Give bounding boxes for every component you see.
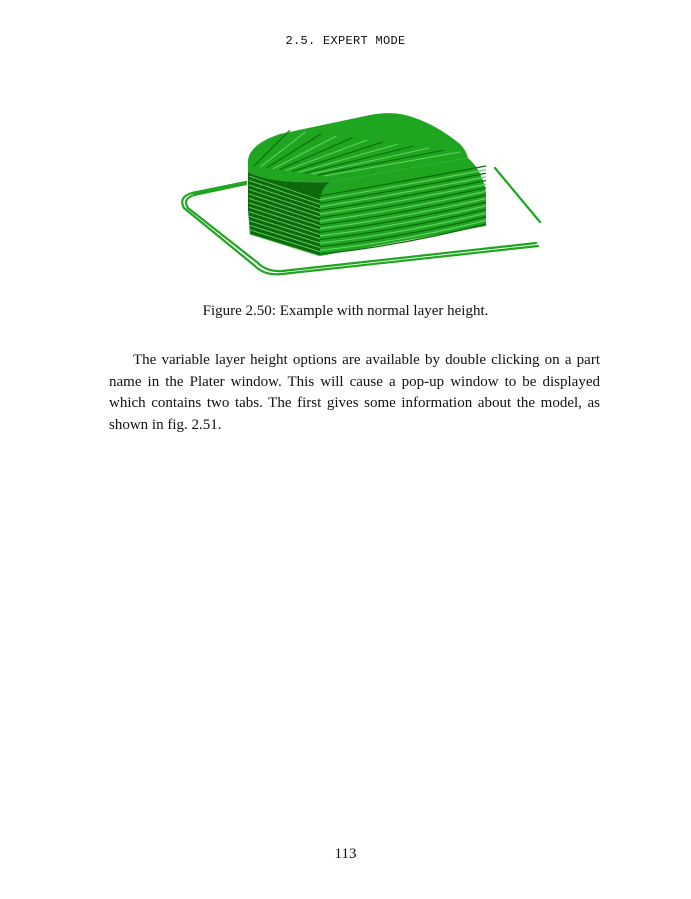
body-text xyxy=(109,350,600,436)
figure-caption: Figure 2.50: Example with normal layer height. xyxy=(202,303,489,319)
page-number: 113 xyxy=(334,846,357,862)
running-head: 2.5. EXPERT MODE xyxy=(285,34,406,48)
layered-print-model-image xyxy=(170,100,550,290)
body-paragraph: The variable layer height options are available by double clicking on a part name in the Plater window. This will cause a pop-up window to be displayed which contains two tabs. The first gives some information about the model, as shown in fig. 2.51. xyxy=(109,352,600,433)
figure-layer-model xyxy=(170,100,550,290)
